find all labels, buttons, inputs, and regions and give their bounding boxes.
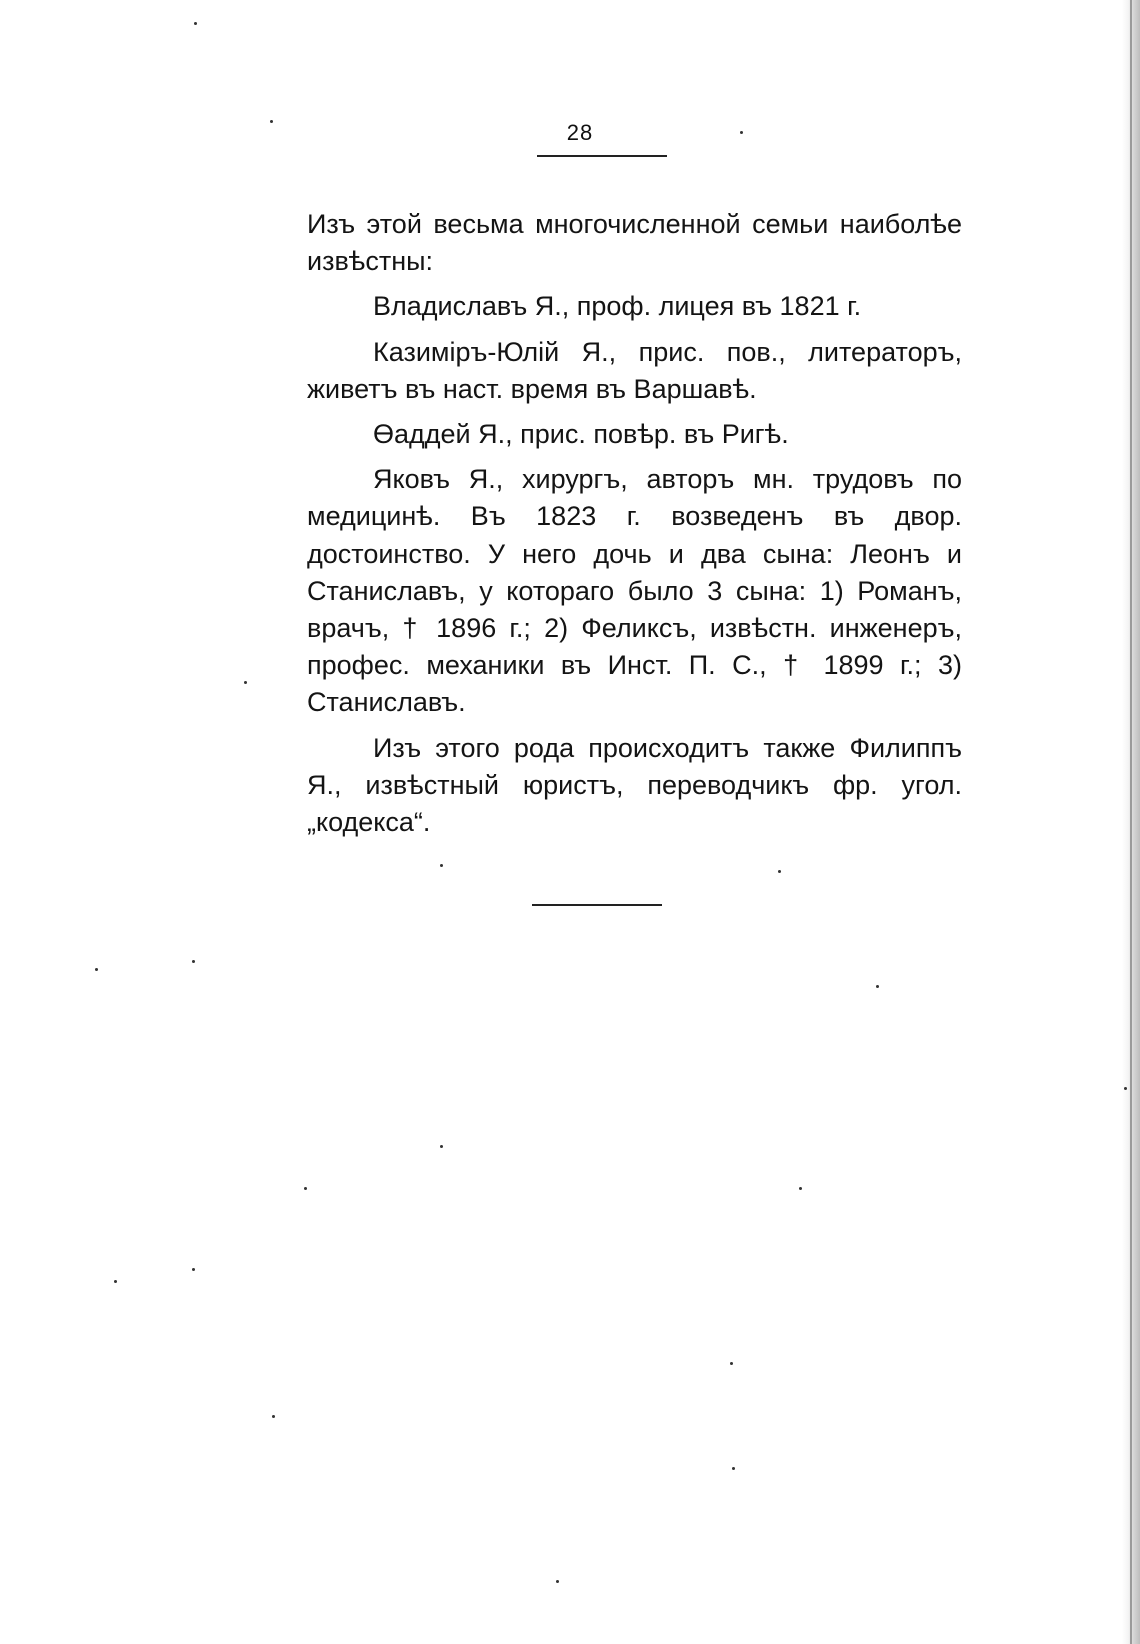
scan-speck <box>740 131 743 134</box>
paragraph-kazimir: Казиміръ-Юлій Я., прис. пов., литераторъ, живетъ въ наст. время въ Варшавѣ. <box>307 336 962 404</box>
paragraph-yakov: Яковъ Я., хирургъ, авторъ мн. трудовъ по медицинѣ. Въ 1823 г. возведенъ въ двор. достоинство. У него дочь и два сына: Леонъ и Станиславъ, у котораго было 3 сына: 1) Романъ, врачъ, † 1896 г.; 2) Феликсъ, извѣстн. инженеръ, профес. механики въ Инст. П. С., † 1899 г.; 3) Станиславъ. <box>307 464 962 718</box>
paragraph-intro: Изъ этой весьма многочисленной семьи наиболѣе извѣстны: <box>307 209 962 277</box>
paragraph-vladislav: Владиславъ Я., проф. лицея въ 1821 г. <box>373 291 862 322</box>
scan-speck <box>778 870 781 873</box>
scan-speck <box>730 1362 733 1365</box>
scan-speck <box>799 1187 802 1190</box>
scan-speck <box>1124 1087 1127 1090</box>
scan-speck <box>440 864 443 867</box>
paragraph-faddei: Өаддей Я., прис. повѣр. въ Ригѣ. <box>373 419 789 450</box>
paragraph-filipp: Изъ этого рода происходитъ также Филиппъ Я., извѣстный юристъ, переводчикъ фр. угол. „кодекса“. <box>307 732 962 838</box>
footer-rule <box>532 904 662 906</box>
scan-speck <box>876 985 879 988</box>
header-rule <box>537 155 667 157</box>
scan-speck <box>272 1415 275 1418</box>
scan-speck <box>440 1145 443 1148</box>
scan-speck <box>192 1268 195 1271</box>
scan-speck <box>192 960 195 963</box>
scan-speck <box>95 968 98 971</box>
scan-speck <box>244 681 247 684</box>
page-number: 28 <box>566 120 594 145</box>
scan-speck <box>732 1467 735 1470</box>
body-text <box>307 206 962 849</box>
scan-speck <box>556 1580 559 1583</box>
scan-speck <box>114 1280 117 1283</box>
scan-speck <box>270 120 273 123</box>
scan-speck <box>194 22 197 25</box>
scan-speck <box>304 1187 307 1190</box>
page-edge-line <box>1130 0 1132 1644</box>
